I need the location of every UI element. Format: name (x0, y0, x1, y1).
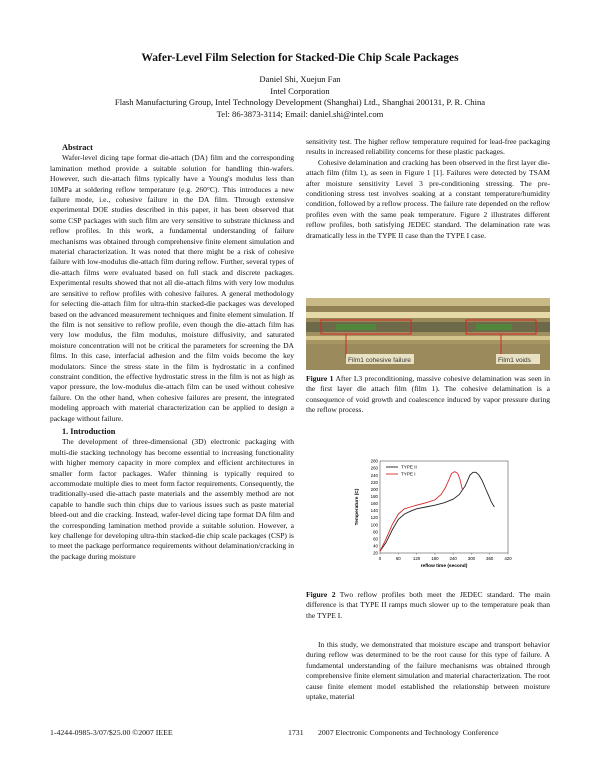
y-tick-label: 260 (370, 465, 378, 471)
y-tick-label: 140 (370, 508, 378, 514)
series-line-type-i (380, 472, 462, 552)
y-tick-label: 180 (370, 493, 378, 499)
figure-2-caption-label: Figure 2 (306, 590, 336, 599)
x-axis-label: reflow time (second) (420, 564, 468, 569)
figure-2-caption (306, 590, 550, 621)
y-axis-label: Temperature (C) (355, 488, 360, 526)
right-column-top (306, 137, 550, 241)
y-tick-label: 200 (370, 486, 378, 492)
plot-frame (380, 461, 508, 553)
figure-1-micrograph (306, 298, 550, 370)
x-tick-label: 240 (449, 556, 457, 561)
author-org: Intel Corporation (270, 85, 330, 96)
right-paragraph-1: sensitivity test. The higher reflow temperature required for lead-free packaging results in increased reliability concerns for these plastic packages. (306, 137, 550, 157)
layer-top (306, 298, 550, 306)
y-tick-label: 280 (370, 458, 378, 464)
layer-film (306, 312, 550, 318)
right-column-bottom (306, 640, 550, 702)
legend-label: TYPE II (401, 464, 417, 470)
x-tick-label: 120 (412, 556, 421, 561)
figure-2-caption-text: Two reflow profiles both meet the JEDEC standard. The main difference is that TYPE II ramps much slower up to the temperature peak than the TYPE I. (306, 590, 550, 620)
y-tick-label: 40 (373, 543, 378, 549)
right-bottom-text: In this study, we demonstrated that moisture escape and transport behavior during reflow was determined to be the root cause for this type of failure. A fundamental understanding of the failure mechanisms was obtained through comprehensive finite element simulation and material characterization. The root cause finite element model established the relationship between moisture uptake, material (306, 640, 550, 702)
y-tick-label: 220 (370, 479, 378, 485)
y-tick-label: 160 (370, 501, 378, 507)
author-block (0, 74, 600, 120)
x-tick-label: 180 (431, 556, 439, 561)
footer-page: 1731 (288, 728, 304, 737)
paper-title: Wafer-Level Film Selection for Stacked-Die Chip Scale Packages (141, 52, 459, 64)
abstract-text: Wafer-level dicing tape format die-attach (DA) film and the corresponding lamination method provide a suitable solution for handling thin-wafers. However, such die-attach films typically have a Young's modulus less than 10MPa at soldering reflow temperature (e.g. 260°C). This introduces a new failure mode, i.e., cohesive failure in the DA film. Through extensive experimental DOE studies described in this paper, it has been observed that some CSP packages with such film are very sensitive to substrate thickness and reflow profiles. In this work, a fundamental understanding of failure mechanisms was obtained through comprehensive finite element simulation and material characterization. It was noted that there might be a risk of cohesive failure with low-modulus die-attach film during reflow. Further, several types of die-attach films were evaluated based on full stack and discrete packages. Experimental results showed that not all die-attach films with very low modulus are sensitive to reflow profiles with cohesive failures. A general methodology for selecting die-attach film for ultra-thin stacked-die packages was developed based on the advanced measurement techniques and finite element simulation. If the film is not sensitive to reflow profile, even though the die-attach film has very low modulus, the film modulus, moisture diffusivity, and saturated moisture concentration will not be critical the parameters for screening the DA films. In this case, interfacial adhesion and the film voids become the key modulators. Since the stress state in the film is hydrostatic in a confined constraint condition, the effective hydrostatic stress in the film is not as high as vapor pressure, the low-modulus die-attach film can be used without cohesive failure. On the other hand, when cohesive failures are present, the integrated modeling approach with material characterization can be applied to design a package without failure. (50, 153, 294, 423)
figure-1-caption-label: Figure 1 (306, 374, 334, 383)
figure-1-label-right: Film1 voids (498, 357, 531, 364)
x-tick-label: 360 (486, 556, 494, 561)
abstract-heading: Abstract (62, 143, 93, 152)
author-names: Daniel Shi, Xuejun Fan (259, 74, 341, 84)
legend-label: TYPE I (401, 471, 416, 477)
right-paragraph-2: Cohesive delamination and cracking has been observed in the first layer die-attach film (film 1), as seen in Figure 1 [1]. Failures were detected by TSAM after moisture sensitivity Level 3 pre-conditioning stressing. The pre-conditioning stress test involves soaking at a constant temperature/humidity condition, followed by a reflow process. The failure rate depended on the reflow profiles even with the same peak temperature. Figure 2 illustrates different reflow profiles, both satisfying JEDEC standard. The delamination rate was dramatically less in the TYPE II case than the TYPE I case. (306, 157, 550, 240)
x-tick-label: 420 (504, 556, 512, 561)
author-contact: Tel: 86-3873-3114; Email: daniel.shi@intel.com (216, 108, 384, 119)
footer-left: 1-4244-0985-3/07/$25.00 ©2007 IEEE (50, 728, 173, 737)
y-tick-label: 240 (370, 472, 378, 478)
x-tick-label: 300 (467, 556, 476, 561)
left-column (50, 143, 294, 562)
x-tick-label: 60 (395, 556, 401, 561)
y-tick-label: 80 (373, 529, 378, 535)
green-region-left (336, 324, 376, 330)
series-line-type-ii (380, 472, 494, 551)
figure-2-chart (350, 455, 520, 580)
y-tick-label: 100 (370, 522, 378, 528)
figure-1-label-left: Film1 cohesive failure (348, 357, 411, 364)
x-tick-label: 0 (378, 556, 382, 561)
green-region-right (476, 324, 512, 330)
y-tick-label: 60 (373, 536, 378, 542)
intro-text: The development of three-dimensional (3D) electronic packaging with multi-die stacking technology has become essential to increasing functionality with higher memory capacity in more complex and efficient architectures in smaller form factor packages. Wafer thinning is typically required to accommodate multiple dies to meet form factor requirements. Consequently, the traditionally-used die-attach paste materials and the assembly method are not capable to handle such thin chips due to various issues such as paste material bleed-out and die cracking. Instead, wafer-level dicing tape format DA film and the corresponding lamination method provide a suitable solution. However, a key challenge for developing ultra-thin stacked-die chip scale packages (CSP) is to meet the package performance requirements without delamination/cracking in the package during moisture (50, 437, 294, 561)
author-affiliation: Flash Manufacturing Group, Intel Technology Development (Shanghai) Ltd., Shanghai 200131, P. R. China (114, 97, 486, 108)
figure-1-caption (306, 374, 550, 416)
y-tick-label: 120 (370, 515, 378, 521)
layer-die (306, 336, 550, 340)
figure-1-caption-text: After L3 preconditioning, massive cohesive delamination was seen in the first layer die attach film (film 1). The cohesive delamination is a consequence of void growth and coalescence induced by vapor pressure during the reflow process. (306, 374, 550, 415)
intro-heading: 1. Introduction (62, 426, 116, 436)
footer-right: 2007 Electronic Components and Technology Conference (318, 728, 499, 737)
y-tick-label: 20 (373, 550, 378, 556)
